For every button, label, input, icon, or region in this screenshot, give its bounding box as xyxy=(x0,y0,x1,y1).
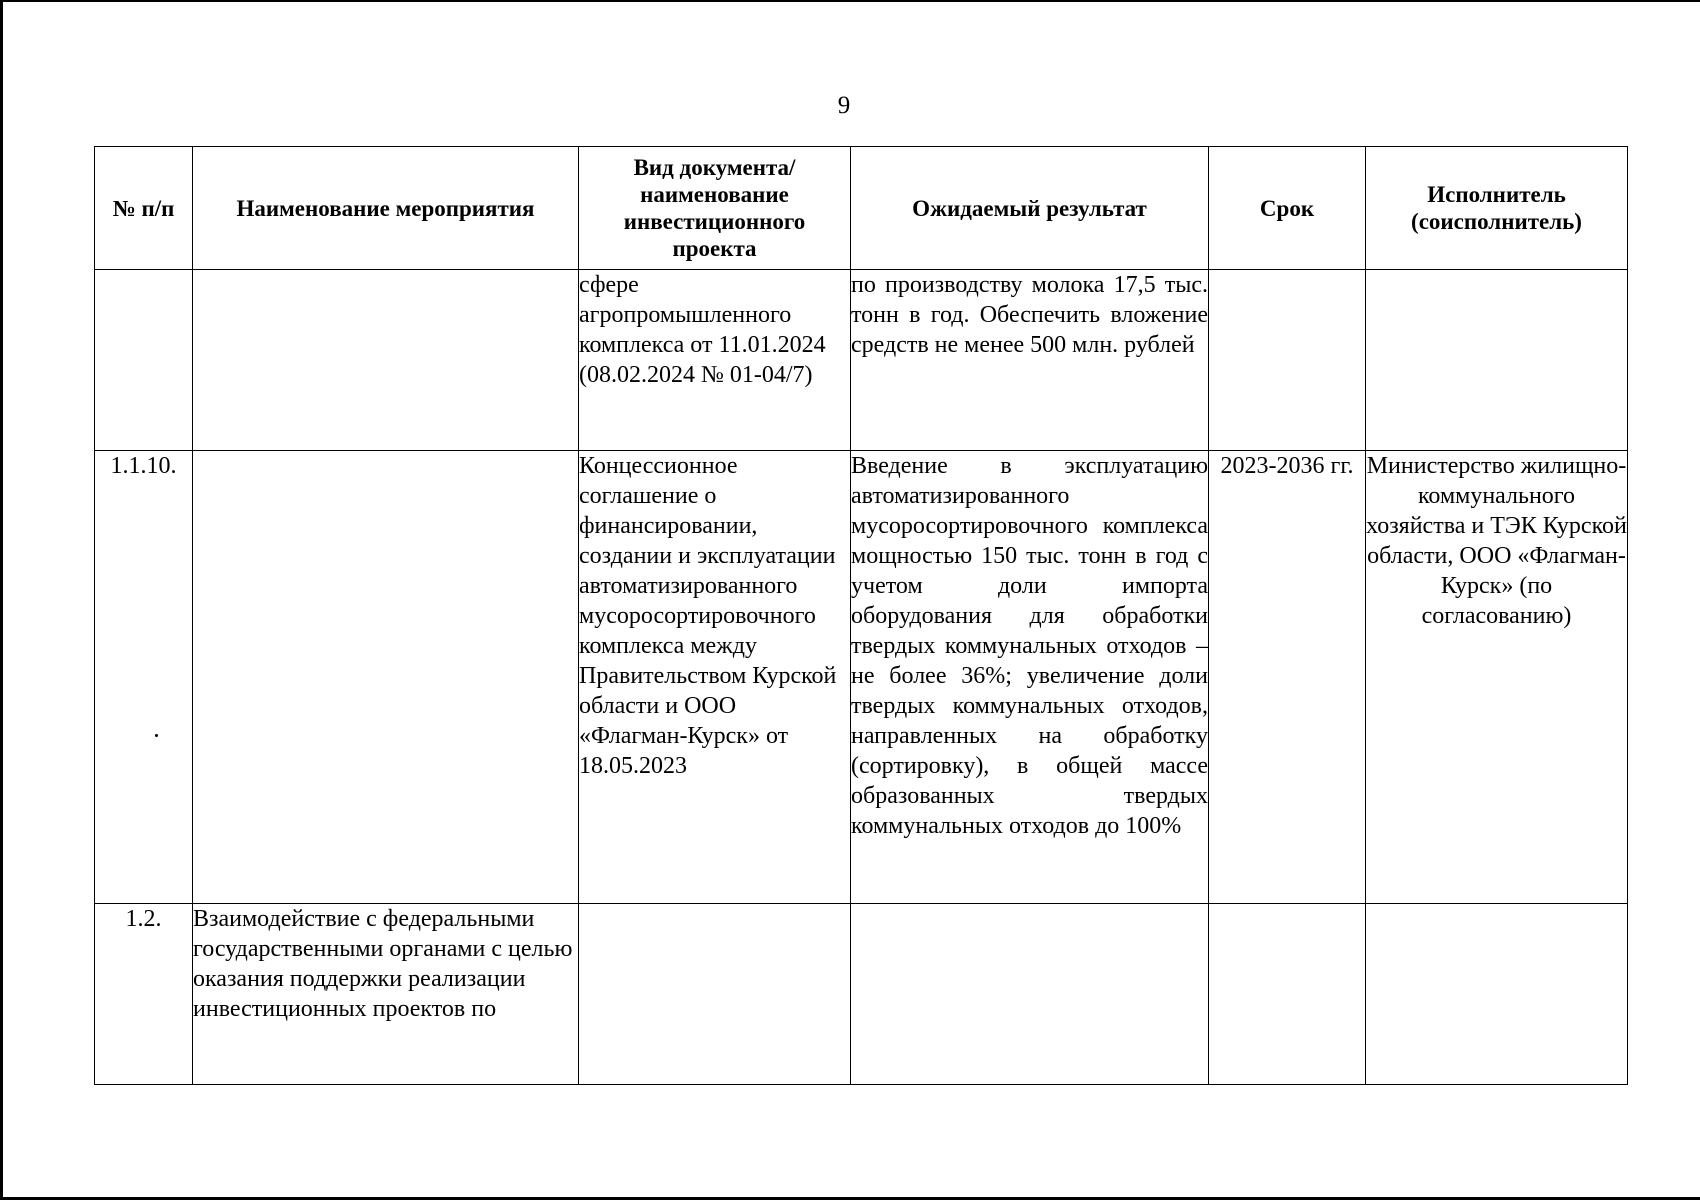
row-result xyxy=(851,904,1209,1085)
table-row xyxy=(95,451,1628,904)
header-term: Срок xyxy=(1209,147,1366,270)
row-num: 1.2. xyxy=(95,904,193,1085)
action-plan-table xyxy=(94,146,1628,1085)
row-term xyxy=(1209,270,1366,451)
table-row xyxy=(95,904,1628,1085)
header-num: № п/п xyxy=(95,147,193,270)
scan-speck xyxy=(155,734,158,737)
row-term xyxy=(1209,904,1366,1085)
row-doc: Концессионное соглашение о финансировании, создании и эксплуатации автоматизированного мусоросортировочного комплекса между Правительством Курской области и ООО «Флагман-Курск» от 18.05.2023 xyxy=(579,451,851,904)
row-executor: Министерство жилищно-коммунального хозяйства и ТЭК Курской области, ООО «Флагман-Курск» (по согласованию) xyxy=(1366,451,1628,904)
row-executor xyxy=(1366,904,1628,1085)
row-doc xyxy=(579,904,851,1085)
row-name xyxy=(193,270,579,451)
header-name: Наименование мероприятия xyxy=(193,147,579,270)
row-result: Введение в эксплуатацию автоматизированного мусоросортировочного комплекса мощностью 150 тыс. тонн в год с учетом доли импорта оборудования для обработки твердых коммунальных отходов – не более 36%; увеличение доли твердых коммунальных отходов, направленных на обработку (сортировку), в общей массе образованных твердых коммунальных отходов до 100% xyxy=(851,451,1209,904)
row-result: по производству молока 17,5 тыс. тонн в год. Обеспечить вложение средств не менее 500 млн. рублей xyxy=(851,270,1209,451)
row-num xyxy=(95,270,193,451)
row-doc: сфере агропромышленного комплекса от 11.01.2024 (08.02.2024 № 01-04/7) xyxy=(579,270,851,451)
row-num: 1.1.10. xyxy=(95,451,193,904)
header-executor: Исполнитель (соисполнитель) xyxy=(1366,147,1628,270)
row-executor xyxy=(1366,270,1628,451)
table-header-row xyxy=(95,147,1628,270)
row-term: 2023-2036 гг. xyxy=(1209,451,1366,904)
header-doc: Вид документа/ наименование инвестиционного проекта xyxy=(579,147,851,270)
page-number: 9 xyxy=(837,92,851,119)
header-result: Ожидаемый результат xyxy=(851,147,1209,270)
row-name: Взаимодействие с федеральными государственными органами с целью оказания поддержки реализации инвестиционных проектов по xyxy=(193,904,579,1085)
row-name xyxy=(193,451,579,904)
table-row xyxy=(95,270,1628,451)
